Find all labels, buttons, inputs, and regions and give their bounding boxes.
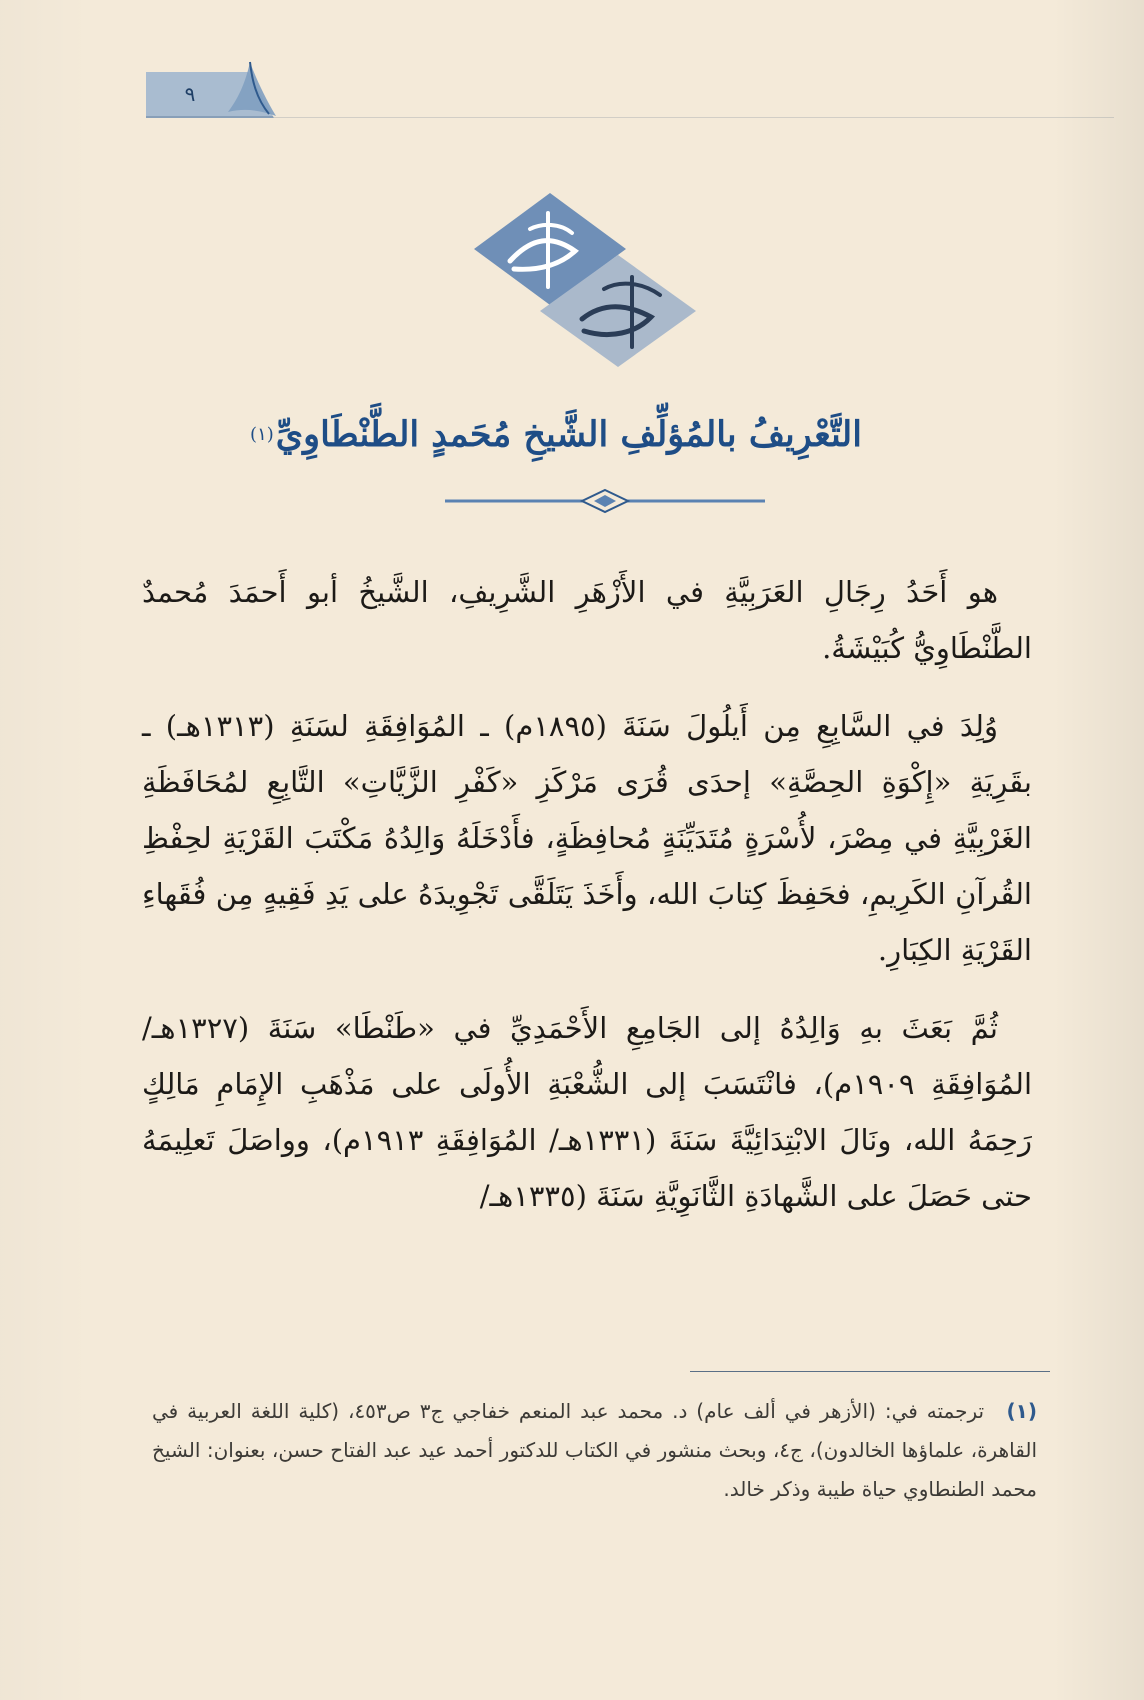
paragraph-intro: هو أَحَدُ رِجَالِ العَرَبِيَّةِ في الأَزْهَرِ الشَّرِيفِ، الشَّيخُ أبو أَحمَدَ مُحمدٌ الطَّنْطَاوِيُّ كُبَيْشَةُ. (142, 575, 1032, 665)
calligraphic-ornament-icon (470, 185, 730, 375)
main-text (142, 564, 1032, 1246)
header-rule (274, 117, 1114, 118)
footnote-marker: (١) (1006, 1399, 1037, 1423)
paragraph-birth: وُلِدَ في السَّابِعِ مِن أَيلُولَ سَنَةَ (١٨٩٥م) ـ المُوَافِقَةِ لسَنَةِ (١٣١٣هـ) ـ بقَرِيَةِ «إِكْوَةِ الحِصَّةِ» إحدَى قُرَى مَرْكَزِ «كَفْرِ الزَّيَّاتِ» التَّابِعِ لمُحَافَظَةِ الغَرْبِيَّةِ في مِصْرَ، لأُسْرَةٍ مُتَدَيِّنَةٍ مُحافِظَةٍ، فأَدْخَلَهُ وَالِدُهُ مَكْتَبَ القَرْيَةِ لحِفْظِ القُرآنِ الكَرِيمِ، فحَفِظَ كِتابَ الله، وأَخَذَ يَتَلَقَّى تَجْوِيدَهُ على يَدِ فَقِيهٍ مِن فُقَهاءِ القَرْيَةِ الكِبَارِ. (142, 709, 1033, 967)
chapter-title: التَّعْرِيفُ بالمُؤلِّفِ الشَّيخِ مُحَمدٍ الطَّنْطَاوِيِّ (275, 414, 862, 455)
page-number: ٩ (184, 82, 196, 106)
chapter-title-block: التَّعْرِيفُ بالمُؤلِّفِ الشَّيخِ مُحَمدٍ الطَّنْطَاوِيِّ(١) (250, 414, 862, 455)
footnote-text: ترجمته في: (الأزهر في ألف عام) د. محمد عبد المنعم خفاجي ج٣ ص٤٥٣، (كلية اللغة العربية في القاهرة، علماؤها الخالدون)، ج٤، وبحث منشور في الكتاب للدكتور أحمد عيد عبد الفتاح حسن، بعنوان: الشيخ محمد الطنطاوي حياة طيبة وذكر خالد. (152, 1399, 1037, 1501)
footnote (152, 1392, 1037, 1509)
paragraph-education: ثُمَّ بَعَثَ بهِ وَالِدُهُ إلى الجَامِعِ الأَحْمَدِيِّ في «طَنْطَا» سَنَةَ (١٣٢٧هـ/المُوَافِقَةِ ١٩٠٩م)، فانْتَسَبَ إلى الشُّعْبَةِ الأُولَى على مَذْهَبِ الإِمَامِ مَالِكٍ رَحِمَهُ الله، ونَالَ الابْتِدَائِيَّةَ سَنَةَ (١٣٣١هـ/ المُوَافِقَةِ ١٩١٣م)، وواصَلَ تَعلِيمَهُ حتى حَصَلَ على الشَّهادَةِ الثَّانَوِيَّةِ سَنَةَ (١٣٣٥هـ/ (142, 1011, 1033, 1213)
ornamental-divider-icon (445, 488, 765, 514)
footnote-separator (690, 1371, 1050, 1372)
feather-icon (222, 56, 282, 120)
